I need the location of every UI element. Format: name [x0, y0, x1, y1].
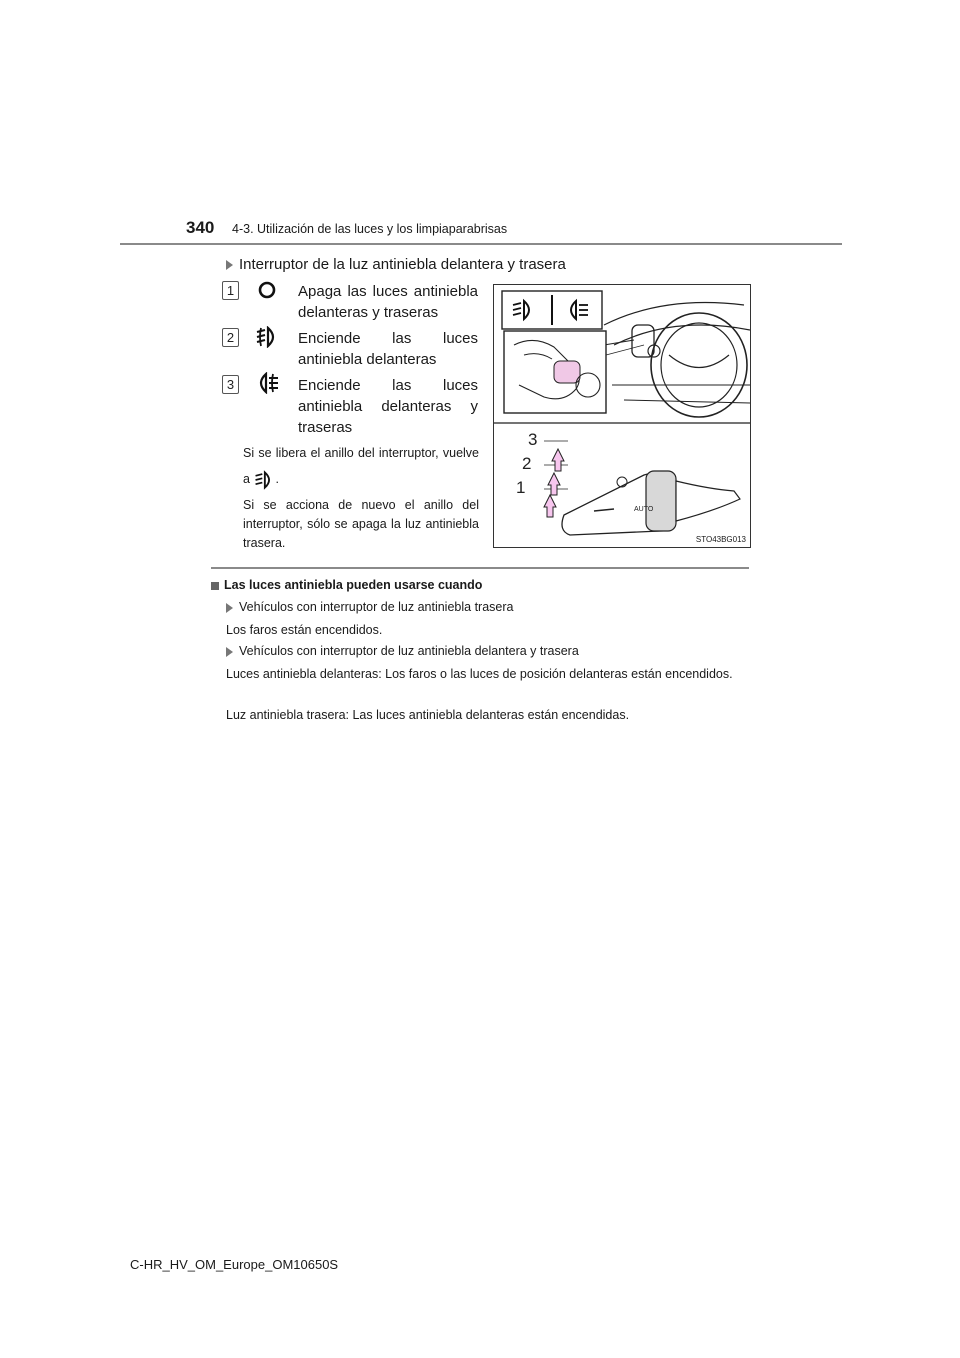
position-description-2: Enciende las luces antiniebla delanteras — [298, 330, 478, 368]
usage-item-2-line-1: Luces antiniebla delanteras: Los faros o las luces de posición delanteras están encendidos. — [226, 667, 733, 681]
usage-item-2-line-2: Luz antiniebla trasera: Las luces antiniebla delanteras están encendidas. — [226, 708, 630, 722]
arrow-position-1 — [544, 495, 556, 517]
front-fog-icon — [254, 326, 280, 348]
position-number-3: 3 — [222, 375, 239, 394]
callout-1: 1 — [516, 478, 526, 497]
triangle-bullet-icon — [226, 260, 233, 270]
illustration-drawing — [494, 285, 750, 547]
callout-3: 3 — [528, 430, 538, 449]
position-number-1: 1 — [222, 281, 239, 300]
arrow-position-2 — [548, 473, 560, 495]
sub-heading — [226, 256, 566, 273]
usage-item-1-bullet — [226, 598, 746, 616]
release-note-end: . — [275, 472, 279, 486]
figure-code: STO43BG013 — [695, 535, 746, 544]
usage-heading-text: Las luces antiniebla pueden usarse cuando — [224, 578, 483, 592]
footer-doc-code: C-HR_HV_OM_Europe_OM10650S — [130, 1257, 339, 1272]
usage-heading — [211, 576, 731, 594]
fog-switch-illustration — [493, 284, 751, 548]
usage-item-2-bullet-text: Vehículos con interruptor de luz antiniebla delantera y trasera — [239, 644, 579, 658]
page-number: 340 — [186, 218, 215, 237]
position-description-1: Apaga las luces antiniebla delanteras y traseras — [298, 283, 478, 321]
front-fog-inline-icon — [253, 470, 275, 490]
position-number-2: 2 — [222, 328, 239, 347]
release-note — [243, 440, 479, 492]
square-bullet-icon — [211, 582, 219, 590]
section-rule — [211, 567, 749, 569]
off-ring-icon — [256, 280, 278, 300]
section-title: 4-3. Utilización de las luces y los limpiaparabrisas — [232, 222, 508, 236]
usage-item-2-bullet — [226, 642, 746, 660]
arrow-position-3 — [552, 449, 564, 471]
header-rule — [120, 243, 842, 245]
usage-item-1-line-1: Los faros están encendidos. — [226, 623, 383, 637]
triangle-bullet-icon — [226, 647, 233, 657]
again-note: Si se acciona de nuevo el anillo del interruptor, sólo se apaga la luz antiniebla trasera. — [243, 498, 479, 550]
triangle-bullet-icon — [226, 603, 233, 613]
sub-heading-text: Interruptor de la luz antiniebla delantera y trasera — [239, 256, 566, 273]
release-note-text: Si se libera el anillo del interruptor, vuelve a — [243, 446, 479, 486]
usage-item-1-bullet-text: Vehículos con interruptor de luz antiniebla trasera — [239, 600, 514, 614]
position-description-3: Enciende las luces antiniebla delanteras y traseras — [298, 377, 478, 436]
lever-auto-label: AUTO — [634, 506, 654, 513]
rear-fog-icon — [254, 372, 280, 394]
callout-2: 2 — [522, 454, 532, 473]
